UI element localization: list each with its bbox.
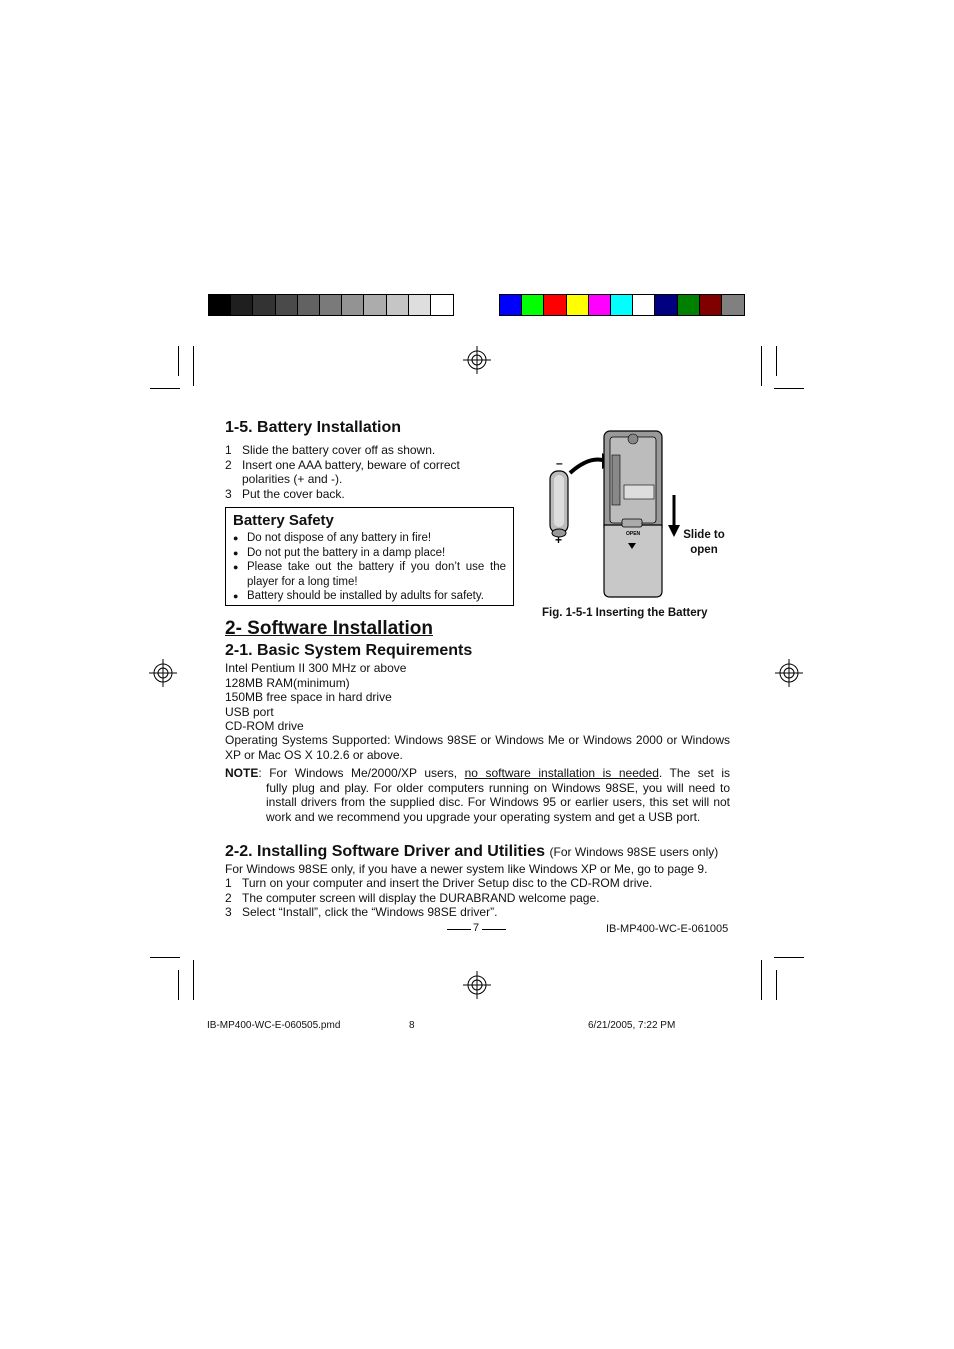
requirement-item: USB port xyxy=(225,704,274,719)
color-swatch xyxy=(298,295,320,315)
step-text: Put the cover back. xyxy=(242,486,345,501)
driver-step xyxy=(225,905,730,920)
software-installation-heading: 2- Software Installation xyxy=(225,618,433,639)
battery-step xyxy=(225,443,465,458)
battery-safety-box xyxy=(225,507,514,606)
color-swatch xyxy=(276,295,298,315)
note-continuation: fully plug and play. For older computers running on Windows 98SE, you will need to install drivers from the supplied disc. For Windows 95 or earlier users, this set will not work and we recommend you upgrade your operating system and get a USB port. xyxy=(266,780,730,824)
driver-intro-text: For Windows 98SE only, if you have a newer system like Windows XP or Me, go to page 9. xyxy=(225,862,708,876)
driver-step xyxy=(225,891,730,906)
step-number: 2 xyxy=(225,890,232,905)
color-swatch xyxy=(655,295,677,315)
driver-steps-list xyxy=(225,876,730,920)
color-swatch xyxy=(387,295,409,315)
slide-label-line: open xyxy=(690,544,718,556)
battery-safety-list xyxy=(233,531,506,604)
safety-item: ● Do not put the battery in a damp place! xyxy=(233,546,506,561)
os-supported-text: Operating Systems Supported: Windows 98SE or Windows Me or Windows 2000 or Windows XP or Mac OS X 10.2.6 or above. xyxy=(225,733,730,762)
step-number: 1 xyxy=(225,443,232,457)
battery-safety-heading: Battery Safety xyxy=(233,512,334,529)
safety-item: ● Do not dispose of any battery in fire! xyxy=(233,531,506,546)
battery-insertion-figure xyxy=(540,425,740,605)
crop-mark xyxy=(776,970,777,1000)
battery-step xyxy=(225,458,465,487)
doc-code: IB-MP400-WC-E-061005 xyxy=(606,923,729,935)
color-swatch xyxy=(700,295,722,315)
registration-mark-icon xyxy=(463,971,491,999)
step-number: 1 xyxy=(225,876,232,890)
color-swatch xyxy=(500,295,522,315)
color-swatch xyxy=(231,295,253,315)
color-swatch xyxy=(209,295,231,315)
no-installation-text: no software installation is needed xyxy=(464,766,659,780)
step-number: 2 xyxy=(225,457,232,472)
color-swatch xyxy=(522,295,544,315)
print-file-name: IB-MP400-WC-E-060505.pmd xyxy=(207,1020,341,1031)
requirement-item: 150MB free space in hard drive xyxy=(225,690,392,705)
note-paragraph: NOTE: For Windows Me/2000/XP users, no software installation is needed. The set is fully plug and play. For older computers running on Windows 98SE, you will need to install drivers from the supplied disc. For Windows 95 or earlier users, this set will not work and we recommend you upgrade your operating system and get a USB port. xyxy=(225,766,730,824)
insert-arrow-icon xyxy=(570,460,606,474)
color-swatch xyxy=(253,295,275,315)
grayscale-calibration-bar xyxy=(208,294,454,316)
page-number-rule-right xyxy=(482,929,506,930)
crop-mark xyxy=(776,346,777,376)
color-swatch xyxy=(678,295,700,315)
crop-mark xyxy=(193,960,194,1000)
step-text: Insert one AAA battery, beware of correct polarities (+ and -). xyxy=(242,457,460,487)
color-calibration-bar xyxy=(499,294,745,316)
driver-step xyxy=(225,876,730,891)
figure-caption: Fig. 1-5-1 Inserting the Battery xyxy=(542,607,708,619)
battery-plus-label: + xyxy=(555,533,563,547)
safety-item: ● Battery should be installed by adults for safety. xyxy=(233,589,506,604)
page-number: 7 xyxy=(473,922,480,934)
print-sheet-number: 8 xyxy=(409,1020,415,1031)
crop-mark xyxy=(150,388,180,389)
step-number: 3 xyxy=(225,486,232,501)
battery-installation-heading: 1-5. Battery Installation xyxy=(225,419,402,436)
battery-step xyxy=(225,487,465,502)
crop-mark xyxy=(178,346,179,376)
requirement-item: Intel Pentium II 300 MHz or above xyxy=(225,661,407,675)
color-swatch xyxy=(589,295,611,315)
color-swatch xyxy=(567,295,589,315)
driver-heading-note: (For Windows 98SE users only) xyxy=(549,845,719,859)
step-text: Turn on your computer and insert the Driver Setup disc to the CD-ROM drive. xyxy=(242,876,653,890)
slide-label-line: Slide to xyxy=(683,529,725,541)
registration-mark-icon xyxy=(149,659,177,687)
driver-heading-line xyxy=(225,843,735,861)
safety-item: ● Please take out the battery if you don’t use the player for a long time! xyxy=(233,560,506,589)
crop-mark xyxy=(150,957,180,958)
crop-mark xyxy=(774,957,804,958)
crop-mark xyxy=(193,346,194,386)
crop-mark xyxy=(761,346,762,386)
requirement-item: CD-ROM drive xyxy=(225,719,304,734)
color-swatch xyxy=(320,295,342,315)
system-requirements-heading: 2-1. Basic System Requirements xyxy=(225,642,473,659)
registration-mark-icon xyxy=(775,659,803,687)
step-text: Select “Install”, click the “Windows 98SE driver”. xyxy=(242,905,498,920)
requirement-item: 128MB RAM(minimum) xyxy=(225,675,350,690)
step-text: Slide the battery cover off as shown. xyxy=(242,443,436,457)
color-swatch xyxy=(722,295,744,315)
crop-mark xyxy=(178,970,179,1000)
step-number: 3 xyxy=(225,905,232,920)
color-swatch xyxy=(342,295,364,315)
slide-to-open-label xyxy=(678,528,730,558)
battery-steps-list xyxy=(225,443,465,501)
step-text: The computer screen will display the DURABRAND welcome page. xyxy=(242,890,600,905)
print-datetime: 6/21/2005, 7:22 PM xyxy=(588,1020,676,1031)
battery-minus-label: – xyxy=(556,456,563,470)
driver-heading: 2-2. Installing Software Driver and Utilities xyxy=(225,843,546,860)
requirements-list xyxy=(225,661,730,734)
note-label: NOTE xyxy=(225,766,259,780)
color-swatch xyxy=(364,295,386,315)
color-swatch xyxy=(544,295,566,315)
color-swatch xyxy=(611,295,633,315)
color-swatch xyxy=(633,295,655,315)
crop-mark xyxy=(774,388,804,389)
registration-mark-icon xyxy=(463,346,491,374)
page-number-rule-left xyxy=(447,929,471,930)
color-swatch xyxy=(409,295,431,315)
crop-mark xyxy=(761,960,762,1000)
open-label: OPEN xyxy=(626,531,641,537)
color-swatch xyxy=(431,295,453,315)
